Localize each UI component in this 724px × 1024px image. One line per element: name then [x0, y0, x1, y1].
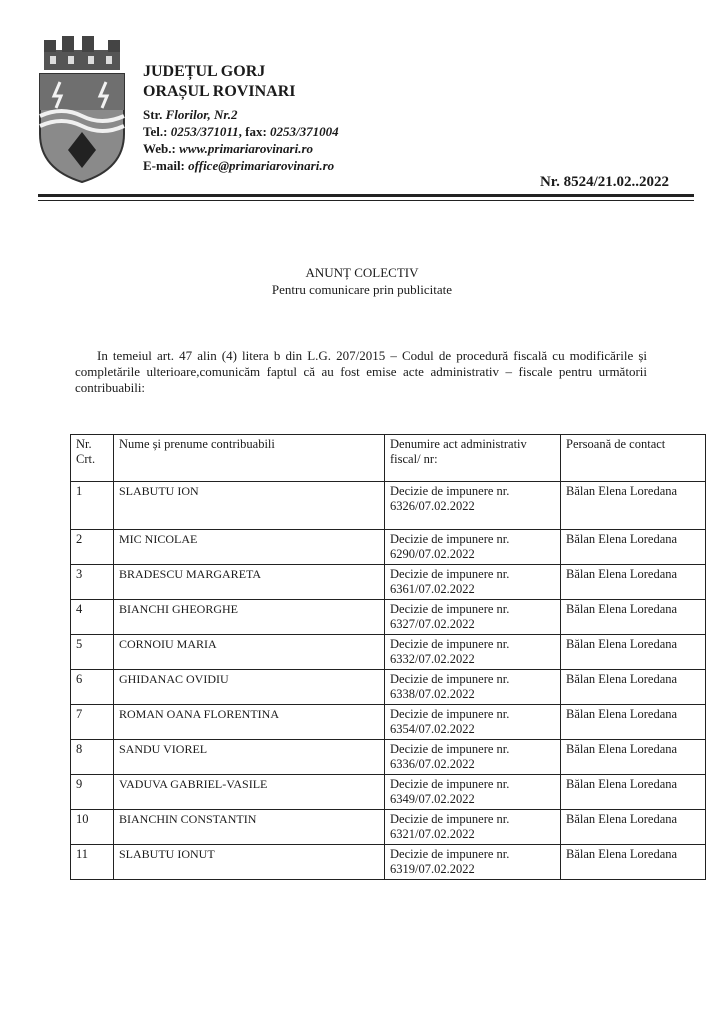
row-name-cell: BIANCHIN CONSTANTIN — [114, 810, 385, 845]
row-nr-cell: 4 — [71, 600, 114, 635]
row-nr-cell: 10 — [71, 810, 114, 845]
announcement-title-block — [0, 264, 724, 298]
row-contact-cell: Bălan Elena Loredana — [561, 810, 706, 845]
street-value: Florilor, Nr.2 — [165, 107, 238, 122]
table-row — [71, 530, 706, 565]
county-name: JUDEȚUL GORJ — [143, 63, 266, 80]
row-nr-cell: 6 — [71, 670, 114, 705]
row-name-cell: BRADESCU MARGARETA — [114, 565, 385, 600]
street-label: Str. — [143, 107, 163, 122]
row-act-cell: Decizie de impunere nr. 6321/07.02.2022 — [385, 810, 561, 845]
web-line — [143, 140, 339, 157]
table-row — [71, 670, 706, 705]
email-line — [143, 157, 339, 174]
col-header-name: Nume și prenume contribuabili — [114, 435, 385, 482]
table-body — [71, 482, 706, 880]
row-contact-cell: Bălan Elena Loredana — [561, 530, 706, 565]
row-nr-cell: 7 — [71, 705, 114, 740]
web-link[interactable]: www.primariarovinari.ro — [179, 141, 314, 156]
intro-paragraph: In temeiul art. 47 alin (4) litera b din L.G. 207/2015 – Codul de procedură fiscală cu modificările și completările ulterioare,comunicăm faptul că au fost emise acte administrativ – fiscale pentru următorii contribuabili: — [75, 348, 647, 395]
taxpayers-table — [70, 434, 706, 880]
table-row — [71, 740, 706, 775]
header-divider-thin — [38, 200, 694, 201]
tel-value: 0253/371011 — [170, 124, 239, 139]
row-contact-cell: Bălan Elena Loredana — [561, 635, 706, 670]
table-row — [71, 482, 706, 530]
row-name-cell: BIANCHI GHEORGHE — [114, 600, 385, 635]
row-act-cell: Decizie de impunere nr. 6319/07.02.2022 — [385, 845, 561, 880]
row-name-cell: GHIDANAC OVIDIU — [114, 670, 385, 705]
header-divider-thick — [38, 194, 694, 197]
row-contact-cell: Bălan Elena Loredana — [561, 705, 706, 740]
row-nr-cell: 2 — [71, 530, 114, 565]
row-act-cell: Decizie de impunere nr. 6336/07.02.2022 — [385, 740, 561, 775]
row-name-cell: SANDU VIOREL — [114, 740, 385, 775]
email-label: E-mail: — [143, 158, 185, 173]
announcement-subtitle: Pentru comunicare prin publicitate — [271, 282, 453, 297]
row-name-cell: VADUVA GABRIEL-VASILE — [114, 775, 385, 810]
coat-of-arms-logo — [34, 34, 130, 184]
row-name-cell: SLABUTU ION — [114, 482, 385, 530]
table-row — [71, 565, 706, 600]
row-nr-cell: 8 — [71, 740, 114, 775]
fax-label: , fax: — [238, 124, 267, 139]
phone-line — [143, 123, 339, 140]
row-contact-cell: Bălan Elena Loredana — [561, 670, 706, 705]
row-contact-cell: Bălan Elena Loredana — [561, 565, 706, 600]
row-act-cell: Decizie de impunere nr. 6326/07.02.2022 — [385, 482, 561, 530]
row-nr-cell: 11 — [71, 845, 114, 880]
row-name-cell: SLABUTU IONUT — [114, 845, 385, 880]
tel-label: Tel.: — [143, 124, 168, 139]
row-contact-cell: Bălan Elena Loredana — [561, 740, 706, 775]
email-link[interactable]: office@primariarovinari.ro — [188, 158, 335, 173]
announcement-title: ANUNȚ COLECTIV — [305, 265, 419, 280]
col-header-act: Denumire act administrativ fiscal/ nr: — [385, 435, 561, 482]
institution-header — [143, 62, 339, 174]
row-act-cell: Decizie de impunere nr. 6338/07.02.2022 — [385, 670, 561, 705]
row-act-cell: Decizie de impunere nr. 6332/07.02.2022 — [385, 635, 561, 670]
row-contact-cell: Bălan Elena Loredana — [561, 845, 706, 880]
row-name-cell: ROMAN OANA FLORENTINA — [114, 705, 385, 740]
row-name-cell: CORNOIU MARIA — [114, 635, 385, 670]
row-nr-cell: 5 — [71, 635, 114, 670]
row-nr-cell: 3 — [71, 565, 114, 600]
row-name-cell: MIC NICOLAE — [114, 530, 385, 565]
table-header-row — [71, 435, 706, 482]
document-number: Nr. 8524/21.02..2022 — [539, 174, 669, 190]
table-row — [71, 810, 706, 845]
row-act-cell: Decizie de impunere nr. 6290/07.02.2022 — [385, 530, 561, 565]
table-row — [71, 705, 706, 740]
row-contact-cell: Bălan Elena Loredana — [561, 775, 706, 810]
row-nr-cell: 1 — [71, 482, 114, 530]
web-label: Web.: — [143, 141, 176, 156]
row-contact-cell: Bălan Elena Loredana — [561, 482, 706, 530]
row-act-cell: Decizie de impunere nr. 6354/07.02.2022 — [385, 705, 561, 740]
row-act-cell: Decizie de impunere nr. 6361/07.02.2022 — [385, 565, 561, 600]
row-act-cell: Decizie de impunere nr. 6327/07.02.2022 — [385, 600, 561, 635]
town-name: ORAȘUL ROVINARI — [143, 83, 296, 100]
row-nr-cell: 9 — [71, 775, 114, 810]
table-row — [71, 775, 706, 810]
table-row — [71, 845, 706, 880]
address-line — [143, 106, 339, 123]
row-act-cell: Decizie de impunere nr. 6349/07.02.2022 — [385, 775, 561, 810]
col-header-contact: Persoană de contact — [561, 435, 706, 482]
col-header-nr: Nr. Crt. — [71, 435, 114, 482]
table-row — [71, 635, 706, 670]
fax-value: 0253/371004 — [270, 124, 339, 139]
row-contact-cell: Bălan Elena Loredana — [561, 600, 706, 635]
table-row — [71, 600, 706, 635]
